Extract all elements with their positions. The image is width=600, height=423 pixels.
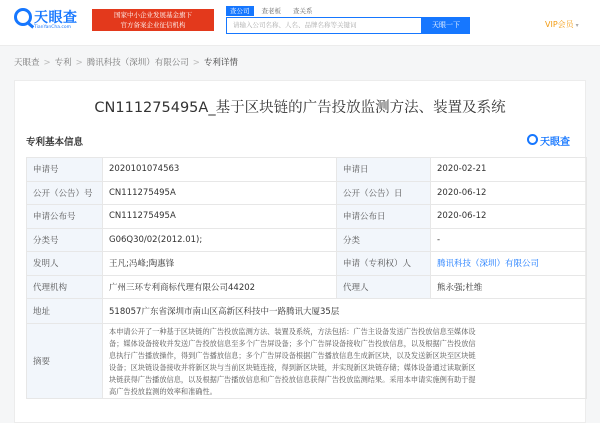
search-tabs xyxy=(226,6,317,16)
field-label: 申请公布号 xyxy=(27,205,103,229)
field-label: 分类 xyxy=(337,228,431,252)
breadcrumb-current: 专利详情 xyxy=(203,58,238,68)
magnifier-logo-icon xyxy=(14,8,32,26)
field-value: 2020-06-12 xyxy=(431,181,587,205)
table-row xyxy=(27,228,587,252)
field-label: 公开（公告）日 xyxy=(337,181,431,205)
breadcrumb-separator: > xyxy=(43,58,51,68)
field-label: 申请号 xyxy=(27,158,103,182)
table-row xyxy=(27,205,587,229)
field-value: - xyxy=(431,228,587,252)
gov-badge[interactable] xyxy=(92,9,214,31)
abstract-line: 息执行广告播放操作，得到广告播放信息；多个广告屏设备根据广告播放信息生成新区块，以及发送新区块至区块链 xyxy=(109,351,476,360)
abstract-line: 备；媒体设备接收并发送广告投放信息至多个广告屏设备；多个广告屏设备接收广告投放信息，以及根据广告投放信 xyxy=(109,339,476,348)
vip-menu[interactable] xyxy=(545,19,579,30)
patent-info-table xyxy=(26,157,587,399)
search-input[interactable]: 请输入公司名称、人名、品牌名称等关键词 xyxy=(226,17,422,34)
field-value: 熊永强;杜维 xyxy=(431,275,587,299)
field-value: 2020-02-21 xyxy=(431,158,587,182)
field-label: 摘要 xyxy=(27,324,103,399)
watermark-text: 天眼查 xyxy=(540,137,570,148)
table-row xyxy=(27,181,587,205)
gov-badge-line1: 国家中小企业发展基金旗下 xyxy=(114,11,192,19)
field-value: 王凡;冯峰;陶惠锋 xyxy=(103,252,337,276)
gov-badge-line2: 官方备案企业征信机构 xyxy=(120,21,186,29)
table-row xyxy=(27,252,587,276)
top-header xyxy=(0,0,600,46)
field-label: 申请公布日 xyxy=(337,205,431,229)
field-label: 申请日 xyxy=(337,158,431,182)
abstract-line: 本申请公开了一种基于区块链的广告投放监测方法、装置及系统，方法包括：广告主设备发送广告投放信息至媒体设 xyxy=(109,327,476,336)
section-title: 专利基本信息 xyxy=(26,137,84,148)
field-label: 发明人 xyxy=(27,252,103,276)
field-label: 代理人 xyxy=(337,275,431,299)
magnifier-watermark-icon xyxy=(527,134,538,145)
logo-subtext: TianYanCha.com xyxy=(34,25,72,30)
breadcrumb xyxy=(14,56,238,68)
logo-text: 天眼查 xyxy=(34,10,78,26)
table-row xyxy=(27,275,587,299)
tianyancha-logo[interactable] xyxy=(14,6,76,34)
vip-label: VIP会员 xyxy=(545,20,574,29)
field-label: 分类号 xyxy=(27,228,103,252)
field-label: 代理机构 xyxy=(27,275,103,299)
field-label: 申请（专利权）人 xyxy=(337,252,431,276)
tab-relation[interactable]: 查关系 xyxy=(293,7,313,15)
breadcrumb-separator: > xyxy=(75,58,83,68)
tianyancha-watermark xyxy=(527,133,587,147)
abstract-line: 高广告投放监测的效率和准确性。 xyxy=(109,387,217,396)
chevron-down-icon: ▾ xyxy=(575,22,579,29)
breadcrumb-company[interactable]: 腾讯科技（深圳）有限公司 xyxy=(86,58,189,68)
tab-company[interactable]: 查公司 xyxy=(226,6,254,16)
field-value: G06Q30/02(2012.01); xyxy=(103,228,337,252)
breadcrumb-home[interactable]: 天眼查 xyxy=(14,58,40,68)
field-value: 518057广东省深圳市南山区高新区科技中一路腾讯大厦35层 xyxy=(103,299,587,324)
search-button[interactable]: 天眼一下 xyxy=(422,17,470,34)
breadcrumb-separator: > xyxy=(192,58,200,68)
field-value: CN111275495A xyxy=(103,181,337,205)
field-label: 地址 xyxy=(27,299,103,324)
field-value: CN111275495A xyxy=(103,205,337,229)
abstract-line: 设备；区块链设备接收并将新区块与当前区块链连接，得到新区块链，并实现新区块链存储；媒体设备通过读取新区 xyxy=(109,363,476,372)
table-row xyxy=(27,299,587,324)
abstract-line: 块链获得广告播放信息，以及根据广告播放信息和广告投放信息获得广告投放监测结果。采用本申请实施例有助于提 xyxy=(109,375,476,384)
breadcrumb-patent[interactable]: 专利 xyxy=(54,58,72,68)
tab-boss[interactable]: 查老板 xyxy=(261,7,281,15)
field-value: 广州三环专利商标代理有限公司44202 xyxy=(103,275,337,299)
field-value: 2020-06-12 xyxy=(431,205,587,229)
field-label: 公开（公告）号 xyxy=(27,181,103,205)
applicant-link[interactable]: 腾讯科技（深圳）有限公司 xyxy=(431,252,587,276)
abstract-text xyxy=(103,324,587,399)
field-value: 2020101074563 xyxy=(103,158,337,182)
patent-title: CN111275495A_基于区块链的广告投放监测方法、装置及系统 xyxy=(94,100,506,116)
table-row xyxy=(27,324,587,399)
table-row xyxy=(27,158,587,182)
